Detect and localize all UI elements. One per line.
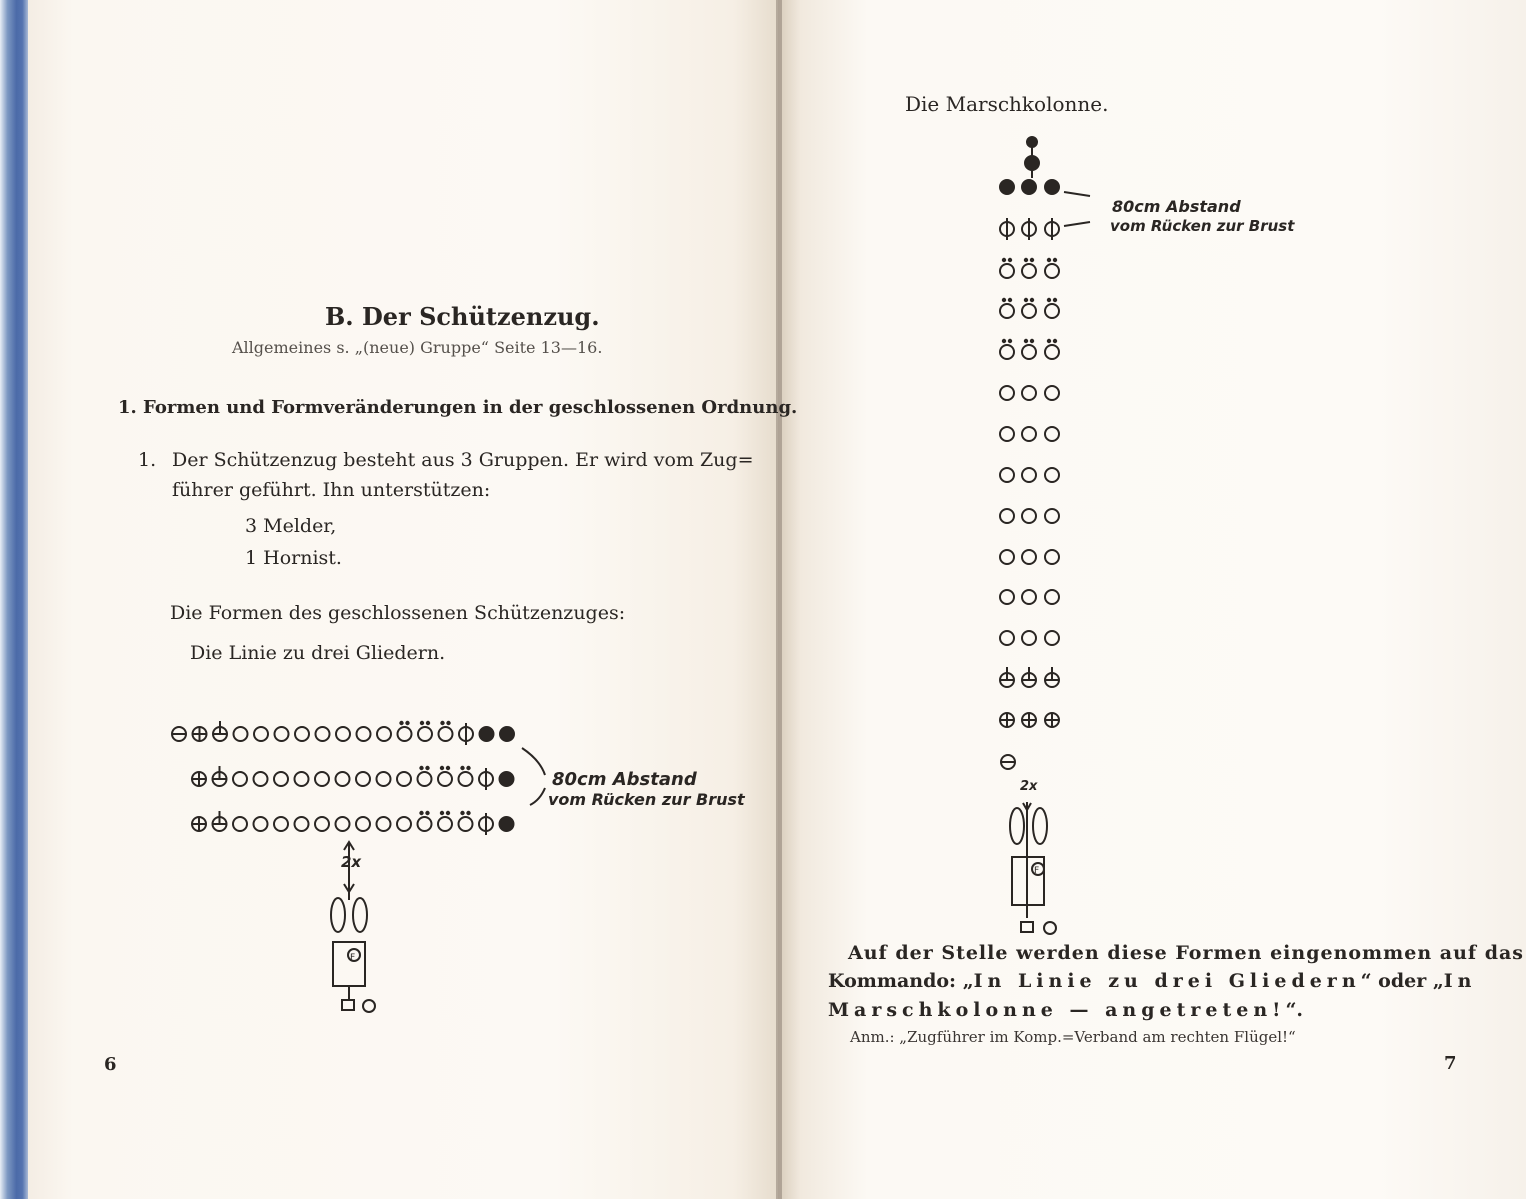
column-soldier	[1022, 713, 1036, 727]
column-soldier	[1045, 509, 1059, 523]
paragraph-line-1: Der Schützenzug besteht aus 3 Gruppen. Er wird vom Zug=	[172, 449, 754, 471]
command-end: “.	[1285, 999, 1304, 1021]
column-soldier	[1022, 386, 1036, 400]
paragraph-line-1: Auf der Stelle werden diese Formen eingenommen auf das	[848, 942, 1524, 964]
column-soldier	[1045, 259, 1059, 278]
column-rear-soldier	[1001, 755, 1015, 769]
column-soldier	[1000, 631, 1014, 645]
column-soldier	[1022, 299, 1036, 318]
support-hornist: 1 Hornist.	[245, 547, 342, 569]
column-soldier	[1000, 386, 1014, 400]
right-flag-letter: F	[1034, 866, 1040, 876]
column-soldier	[1022, 259, 1036, 278]
chapter-subheading: Allgemeines s. „(neue) Gruppe“ Seite 13—16.	[232, 338, 603, 357]
right-page-number: 7	[1444, 1053, 1457, 1074]
item-number: 1.	[138, 449, 157, 471]
column-soldier	[1045, 631, 1059, 645]
column-soldier	[1000, 427, 1014, 441]
column-soldier	[1000, 713, 1014, 727]
column-soldier	[1000, 468, 1014, 482]
column-soldier	[1022, 340, 1036, 359]
command-or: “ oder „	[1360, 970, 1444, 992]
column-soldier	[1022, 468, 1036, 482]
column-soldier	[1000, 340, 1014, 359]
line-formation-title: Die Linie zu drei Gliedern.	[190, 642, 446, 664]
column-soldier	[1022, 180, 1036, 194]
support-melder: 3 Melder,	[245, 515, 337, 537]
right-distance-label: 2x	[1020, 779, 1038, 794]
column-soldier	[1022, 509, 1036, 523]
note: Anm.: „Zugführer im Komp.=Verband am rechten Flügel!“	[850, 1028, 1296, 1046]
column-soldier	[1045, 180, 1059, 194]
column-title: Die Marschkolonne.	[905, 92, 1109, 116]
section-title: 1. Formen und Formveränderungen in der geschlossenen Ordnung.	[118, 397, 798, 418]
column-soldier	[1022, 218, 1036, 240]
column-soldier	[1000, 259, 1014, 278]
left-page-number: 6	[104, 1054, 117, 1075]
column-soldier	[1000, 667, 1014, 687]
column-soldier	[1000, 180, 1014, 194]
command-prefix: Kommando: „	[828, 970, 974, 992]
column-soldier	[1000, 550, 1014, 564]
column-soldier	[1022, 427, 1036, 441]
left-annotation-line2: vom Rücken zur Brust	[548, 790, 745, 809]
column-soldier	[1045, 299, 1059, 318]
column-soldier	[1045, 386, 1059, 400]
column-soldier	[1000, 299, 1014, 318]
left-annotation-line1: 80cm Abstand	[552, 769, 697, 790]
left-distance-label: 2x	[341, 853, 362, 871]
column-soldier	[1000, 590, 1014, 604]
column-soldier	[1000, 509, 1014, 523]
column-soldier	[1045, 218, 1059, 240]
column-soldier	[1045, 590, 1059, 604]
right-annotation-line1: 80cm Abstand	[1112, 197, 1241, 216]
paragraph-line-2: führer geführt. Ihn unterstützen:	[172, 479, 491, 501]
paragraph-line-3	[828, 994, 1303, 1027]
column-soldier	[1022, 667, 1036, 687]
column-soldier	[1045, 667, 1059, 687]
column-soldier	[1045, 340, 1059, 359]
column-soldier	[1045, 468, 1059, 482]
column-soldier	[1045, 550, 1059, 564]
column-soldier	[1000, 218, 1014, 240]
chapter-heading: B. Der Schützenzug.	[325, 302, 600, 331]
column-soldier	[1045, 713, 1059, 727]
forms-intro: Die Formen des geschlossenen Schützenzuges:	[170, 602, 626, 624]
command-line: In Linie zu drei Gliedern	[973, 970, 1361, 992]
left-flag-letter: F	[350, 953, 356, 963]
command-in: In	[1443, 970, 1477, 992]
column-soldier	[1022, 590, 1036, 604]
command-march: Marschkolonne — angetreten!	[828, 999, 1286, 1021]
right-annotation-line2: vom Rücken zur Brust	[1110, 217, 1295, 235]
column-soldier	[1045, 427, 1059, 441]
column-soldier	[1022, 550, 1036, 564]
column-soldier	[1022, 631, 1036, 645]
